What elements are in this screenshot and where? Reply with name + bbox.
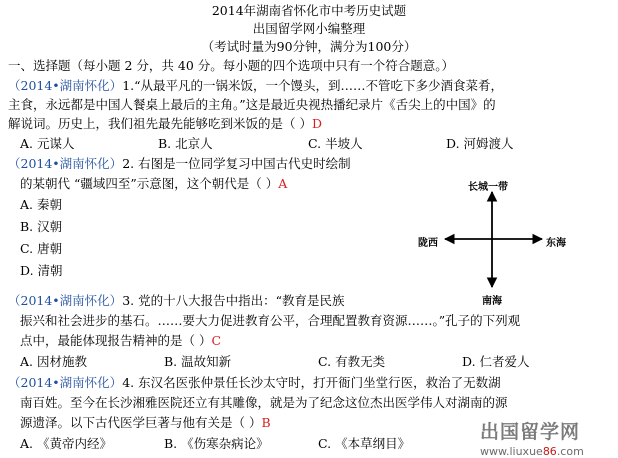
question-1-option-b: B. 北京人 (158, 136, 213, 151)
question-2-text-1: 2. 右图是一位同学复习中国古代史时绘制 (122, 156, 351, 171)
question-1-option-a: A. 元谋人 (20, 136, 75, 151)
question-2-option-c: C. 唐朝 (20, 241, 63, 256)
section-heading: 一、选择题（每小题 2 分，共 40 分。每小题的四个选项中只有一个符合题意。） (8, 58, 455, 73)
question-2-source: （2014•湖南怀化） (8, 156, 123, 171)
question-3-line-1 (8, 293, 344, 309)
question-3-option-c: C. 有教无类 (318, 354, 386, 369)
question-1-answer: D (311, 116, 323, 131)
question-2-option-d: D. 清朝 (20, 263, 63, 278)
question-3-line-3 (20, 333, 221, 349)
question-3-option-d: D. 仁者爱人 (462, 354, 530, 369)
question-3-line-2: 振兴和社会进步的基石。……要大力促进教育公平，合理配置教育资源……。”孔子的下列观 (20, 313, 521, 328)
question-4-line-2: 南百姓。至今在长沙湘雅医院还立有其雕像，就是为了纪念这位杰出医学伟人对湖南的源 (20, 395, 508, 410)
question-1-option-c: C. 半坡人 (308, 136, 363, 151)
page-subtitle: 出国留学网小编整理 (252, 21, 366, 36)
question-1-text-3: 解说词。历史上，我们祖先最先能够吃到米饭的是（ ） (8, 116, 312, 131)
question-4-line-1 (8, 375, 501, 391)
question-3-text-3: 点中，最能体现报告精神的是（ ） (20, 333, 212, 348)
question-4-answer: B (261, 415, 271, 430)
question-4-source: （2014•湖南怀化） (8, 375, 123, 390)
diagram-south-label: 南海 (482, 296, 502, 307)
question-4-line-3 (20, 415, 271, 431)
question-3-option-a: A. 因材施教 (20, 354, 87, 369)
question-3-option-b: B. 温故知新 (164, 354, 232, 369)
question-3-answer: C (211, 333, 222, 348)
watermark-url-number: 86 (542, 445, 557, 458)
question-2-line-1 (8, 156, 351, 172)
question-2-option-a: A. 秦朝 (20, 197, 62, 212)
question-1-option-d: D. 河姆渡人 (446, 136, 514, 151)
page-title: 2014年湖南省怀化市中考历史试题 (211, 3, 407, 18)
question-2-line-2 (20, 176, 287, 192)
watermark-url-prefix: www.liuxue (480, 445, 543, 458)
question-4-option-b: B. 《伤寒杂病论》 (164, 436, 269, 451)
question-3-text-1: 3. 党的十八大报告中指出：“教育是民族 (122, 293, 345, 308)
watermark-url (480, 445, 616, 458)
question-1-source: （2014•湖南怀化） (8, 78, 123, 93)
question-4-text-1: 4. 东汉名医张仲景任长沙太守时，打开衙门坐堂行医，救治了无数湖 (122, 375, 501, 390)
question-3-source: （2014•湖南怀化） (8, 293, 123, 308)
diagram-north-label: 长城一带 (468, 182, 508, 193)
question-4-option-c: C. 《本草纲目》 (318, 436, 411, 451)
watermark-brand: 出国留学网 (480, 421, 581, 443)
exam-info: （考试时量为90分钟，满分为100分） (201, 39, 417, 54)
diagram-east-label: 东海 (546, 238, 566, 249)
watermark-url-suffix: .com (556, 445, 584, 458)
diagram-west-label: 陇西 (418, 238, 438, 249)
question-4-option-a: A. 《黄帝内经》 (20, 436, 112, 451)
question-2-option-b: B. 汉朝 (20, 219, 63, 234)
question-1-text-1: 1.“从最平凡的一锅米饭，一个馒头，到……不管吃下多少酒食菜肴， (122, 78, 504, 93)
question-2-text-2: 的某朝代 “疆域四至”示意图，这个朝代是（ ） (20, 176, 279, 191)
question-1-line-1 (8, 78, 503, 94)
watermark (480, 417, 616, 458)
question-1-line-2: 主食，永远都是中国人餐桌上最后的主角。”这是最近央视热播纪录片《舌尖上的中国》的 (8, 97, 496, 112)
question-2-answer: A (278, 176, 288, 191)
question-4-text-3: 源遗泽。以下古代医学巨著与他有关是（ ） (20, 415, 262, 430)
question-1-line-3 (8, 116, 322, 132)
